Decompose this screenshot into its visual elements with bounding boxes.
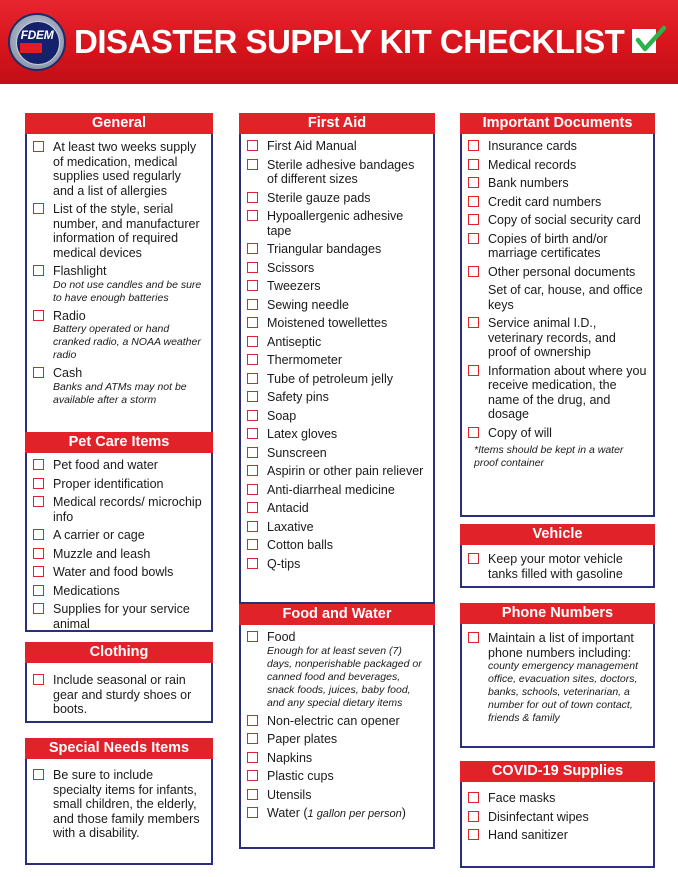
checklist-item — [247, 464, 427, 479]
item-label: Cash — [53, 366, 83, 380]
checkbox[interactable] — [247, 391, 258, 402]
section-title: Clothing — [25, 642, 213, 663]
item-label: Credit card numbers — [488, 194, 602, 209]
item-note: Battery operated or hand cranked radio, a NOAA weather radio — [53, 323, 201, 361]
section-general — [25, 113, 213, 439]
item-label: Sterile gauze pads — [267, 190, 371, 205]
checklist-item — [468, 195, 647, 210]
section-title: First Aid — [239, 113, 435, 134]
checkbox[interactable] — [247, 807, 258, 818]
checkbox[interactable] — [468, 233, 479, 244]
section-clothing — [25, 642, 213, 723]
checklist-item — [33, 565, 205, 580]
item-label: Medical records — [488, 157, 577, 172]
checklist-item — [247, 501, 427, 516]
checklist-item — [247, 372, 427, 387]
section-body — [239, 625, 435, 849]
section-title: Food and Water — [239, 604, 435, 625]
checkbox[interactable] — [247, 140, 258, 151]
checklist-item — [33, 602, 205, 631]
checklist-item — [468, 364, 647, 422]
section-body — [25, 759, 213, 865]
section-body — [460, 624, 655, 748]
checkbox[interactable] — [247, 789, 258, 800]
checklist-item — [247, 139, 427, 154]
section-food-water — [239, 604, 435, 849]
item-label: Safety pins — [267, 390, 329, 404]
checkbox[interactable] — [247, 192, 258, 203]
checklist-item — [468, 232, 647, 261]
checkbox[interactable] — [247, 428, 258, 439]
checklist-item — [33, 495, 205, 524]
section-title: Important Documents — [460, 113, 655, 134]
item-label: Be sure to include specialty items for infants, small children, the elderly, and those family members with a disability. — [53, 768, 200, 840]
seal-florida-shape — [20, 43, 42, 53]
section-body — [25, 453, 213, 632]
item-label: Disinfectant wipes — [488, 809, 589, 824]
checkbox[interactable] — [468, 196, 479, 207]
checkbox[interactable] — [468, 159, 479, 170]
page-header — [0, 0, 678, 84]
checklist-item — [247, 335, 427, 350]
checklist-item — [247, 242, 427, 257]
checkbox[interactable] — [247, 752, 258, 763]
item-label: Flashlight — [53, 264, 107, 278]
checkbox[interactable] — [468, 177, 479, 188]
checklist-item — [247, 279, 427, 294]
checklist-item — [33, 140, 205, 198]
checklist-item-water — [247, 806, 427, 822]
checklist-item — [33, 547, 205, 562]
checkbox[interactable] — [468, 427, 479, 438]
item-label: Service animal I.D., veterinary records, and proof of ownership — [488, 316, 616, 359]
item-label: Medications — [53, 583, 120, 598]
checkbox[interactable] — [33, 529, 44, 540]
section-body — [239, 134, 435, 604]
checkbox[interactable] — [247, 770, 258, 781]
checkbox[interactable] — [33, 548, 44, 559]
checkbox[interactable] — [247, 210, 258, 221]
checklist-item — [247, 191, 427, 206]
item-label: Pet food and water — [53, 458, 158, 472]
checklist-item — [33, 366, 205, 407]
item-label: A carrier or cage — [53, 528, 145, 542]
section-title: Special Needs Items — [25, 738, 213, 759]
item-label: Tube of petroleum jelly — [267, 371, 393, 386]
item-label: Sterile adhesive bandages of different sizes — [267, 157, 415, 186]
checklist-item — [247, 751, 427, 766]
checklist-item — [247, 788, 427, 803]
checklist-item — [468, 810, 647, 825]
checkbox[interactable] — [468, 792, 479, 803]
item-note: Enough for at least seven (7) days, nonperishable packaged or canned food and beverages, snack foods, juices, baby food, and any special dietary items — [267, 644, 422, 709]
checkbox[interactable] — [468, 140, 479, 151]
item-label: Thermometer — [267, 353, 343, 367]
checkbox[interactable] — [247, 558, 258, 569]
item-label: Water and food bowls — [53, 565, 174, 579]
checkbox[interactable] — [247, 410, 258, 421]
section-covid-supplies — [460, 761, 655, 868]
checklist-item — [247, 732, 427, 747]
checklist-item — [247, 538, 427, 553]
checklist-item — [33, 673, 205, 717]
checkbox[interactable] — [247, 465, 258, 476]
checkbox[interactable] — [468, 365, 479, 376]
checkbox[interactable] — [247, 336, 258, 347]
section-title: Pet Care Items — [25, 432, 213, 453]
item-label: Soap — [267, 408, 297, 423]
checkbox[interactable] — [247, 539, 258, 550]
section-body — [460, 134, 655, 517]
item-label: Moistened towellettes — [267, 316, 388, 330]
item-label: Plastic cups — [267, 769, 334, 783]
checkbox[interactable] — [33, 310, 44, 321]
item-label: Bank numbers — [488, 176, 569, 190]
checkbox[interactable] — [33, 478, 44, 489]
checklist-item — [247, 298, 427, 313]
section-first-aid — [239, 113, 435, 604]
checklist-item — [247, 520, 427, 535]
checkbox[interactable] — [247, 502, 258, 513]
checkbox[interactable] — [33, 203, 44, 214]
section-body — [25, 134, 213, 439]
checklist-item — [33, 528, 205, 543]
item-label: Q-tips — [267, 556, 301, 571]
checkbox[interactable] — [33, 459, 44, 470]
checklist-item — [468, 791, 647, 806]
item-label: Information about where you receive medication, the name of the drug, and dosage — [488, 363, 647, 421]
checklist-item — [33, 309, 205, 363]
item-label: Anti-diarrheal medicine — [267, 482, 395, 497]
section-title: COVID-19 Supplies — [460, 761, 655, 782]
item-label: Water ( — [267, 806, 308, 820]
page-title: DISASTER SUPPLY KIT CHECKLIST — [74, 23, 625, 60]
item-label: Muzzle and leash — [53, 546, 151, 561]
checklist-item — [468, 158, 647, 173]
section-title: Vehicle — [460, 524, 655, 545]
section-body — [460, 545, 655, 588]
checkbox[interactable] — [247, 447, 258, 458]
section-title: Phone Numbers — [460, 603, 655, 624]
checkbox[interactable] — [33, 585, 44, 596]
checkbox[interactable] — [247, 631, 258, 642]
checklist-item — [468, 426, 647, 441]
checkbox[interactable] — [33, 674, 44, 685]
item-note: Do not use candles and be sure to have enough batteries — [53, 278, 202, 304]
checklist-item — [247, 316, 427, 331]
checklist-item — [33, 584, 205, 599]
item-label: Radio — [53, 308, 86, 323]
item-label: Insurance cards — [488, 139, 577, 153]
section-phone-numbers — [460, 603, 655, 748]
item-label: Triangular bandages — [267, 242, 382, 256]
item-label: Keep your motor vehicle tanks filled with gasoline — [488, 552, 623, 581]
checklist-item — [247, 557, 427, 572]
checklist-item — [468, 139, 647, 154]
checkbox[interactable] — [247, 159, 258, 170]
item-label: Medical records/ microchip info — [53, 495, 202, 524]
checkbox[interactable] — [33, 496, 44, 507]
seal-label: FDEM — [20, 28, 54, 42]
item-label: Utensils — [267, 787, 312, 802]
checklist-item — [33, 202, 205, 260]
checklist-item — [468, 176, 647, 191]
item-plain-text: Set of car, house, and office keys — [488, 283, 643, 312]
checklist-item — [247, 483, 427, 498]
checklist-item — [33, 477, 205, 492]
checklist-item — [33, 458, 205, 473]
checklist-item — [468, 828, 647, 843]
checkbox[interactable] — [468, 829, 479, 840]
item-label: At least two weeks supply of medication, medical supplies used regularly and a list of allergies — [53, 140, 197, 198]
item-label: Hypoallergenic adhesive tape — [267, 209, 404, 238]
checklist-item — [247, 209, 427, 238]
item-label: Copy of social security card — [488, 213, 641, 227]
item-label: Antacid — [267, 501, 309, 515]
checkbox[interactable] — [247, 373, 258, 384]
item-label: 1 gallon per person — [307, 808, 402, 820]
item-label: Latex gloves — [267, 427, 338, 441]
item-label: Other personal documents — [488, 264, 636, 279]
checklist-item — [247, 427, 427, 442]
checkbox[interactable] — [33, 265, 44, 276]
checklist-item — [247, 409, 427, 424]
checkbox[interactable] — [33, 566, 44, 577]
item-label: Sewing needle — [267, 297, 350, 312]
checklist-item — [468, 213, 647, 228]
item-label: Food — [267, 630, 296, 644]
item-label: Sunscreen — [267, 445, 327, 460]
checkbox[interactable] — [468, 214, 479, 225]
checklist-item — [247, 390, 427, 405]
item-label: ) — [401, 806, 406, 820]
item-label: Hand sanitizer — [488, 828, 568, 842]
checkbox[interactable] — [247, 280, 258, 291]
checkbox[interactable] — [468, 317, 479, 328]
section-vehicle — [460, 524, 655, 588]
checklist-item — [247, 158, 427, 187]
item-label: Include seasonal or rain gear and sturdy shoes or boots. — [53, 673, 192, 716]
item-label: Antiseptic — [267, 334, 322, 349]
checkbox[interactable] — [247, 521, 258, 532]
checkbox[interactable] — [468, 266, 479, 277]
item-label: Napkins — [267, 750, 313, 765]
checklist-item — [33, 768, 205, 841]
checkbox[interactable] — [247, 262, 258, 273]
item-label: List of the style, serial number, and manufacturer information of required medical devices — [53, 202, 200, 260]
checkbox[interactable] — [247, 299, 258, 310]
item-note: Banks and ATMs may not be available after a storm — [53, 380, 187, 406]
item-label: Supplies for your service animal — [53, 602, 190, 631]
section-body — [460, 782, 655, 868]
checkbox[interactable] — [33, 367, 44, 378]
item-label: Aspirin or other pain reliever — [267, 464, 424, 478]
item-label: Scissors — [267, 260, 315, 275]
item-label: First Aid Manual — [267, 139, 357, 153]
checklist-item — [247, 769, 427, 784]
checklist-item — [468, 265, 647, 280]
section-important-documents — [460, 113, 655, 517]
checkbox[interactable] — [33, 141, 44, 152]
checklist-item — [247, 446, 427, 461]
checklist-item — [468, 631, 647, 725]
checkbox[interactable] — [468, 632, 479, 643]
checklist-item — [33, 264, 205, 305]
footnote: *Items should be kept in a water proof container — [474, 444, 624, 469]
item-note: county emergency management office, evacuation sites, doctors, banks, schools, veterinarian, a number for out of town contact, friends & family — [488, 660, 638, 724]
item-label: Maintain a list of important phone numbers including: — [488, 631, 634, 660]
checkbox[interactable] — [468, 811, 479, 822]
checklist-item — [247, 353, 427, 368]
checkmark-icon — [632, 29, 656, 53]
checkbox[interactable] — [468, 553, 479, 564]
item-label: Paper plates — [267, 732, 338, 746]
checkbox[interactable] — [247, 715, 258, 726]
checkbox[interactable] — [247, 354, 258, 365]
item-label: Copies of birth and/or marriage certificates — [488, 231, 608, 260]
checklist-item — [247, 261, 427, 276]
item-label: Copy of will — [488, 425, 552, 440]
item-label: Tweezers — [267, 279, 321, 293]
section-body — [25, 663, 213, 723]
fdem-seal-logo — [8, 13, 66, 71]
item-label: Non-electric can opener — [267, 713, 400, 728]
checkbox[interactable] — [247, 484, 258, 495]
checkbox[interactable] — [247, 243, 258, 254]
checkbox[interactable] — [33, 603, 44, 614]
section-title: General — [25, 113, 213, 134]
checkbox[interactable] — [247, 317, 258, 328]
checklist-item — [468, 552, 647, 581]
section-pet-care — [25, 432, 213, 632]
section-special-needs — [25, 738, 213, 865]
checklist-item — [247, 630, 427, 710]
checklist-item — [247, 714, 427, 729]
item-label: Proper identification — [53, 476, 164, 491]
item-label: Laxative — [267, 519, 314, 534]
checklist-item — [468, 316, 647, 360]
item-label: Cotton balls — [267, 538, 334, 552]
item-label: Face masks — [488, 791, 556, 805]
checkbox[interactable] — [247, 733, 258, 744]
checkbox[interactable] — [33, 769, 44, 780]
